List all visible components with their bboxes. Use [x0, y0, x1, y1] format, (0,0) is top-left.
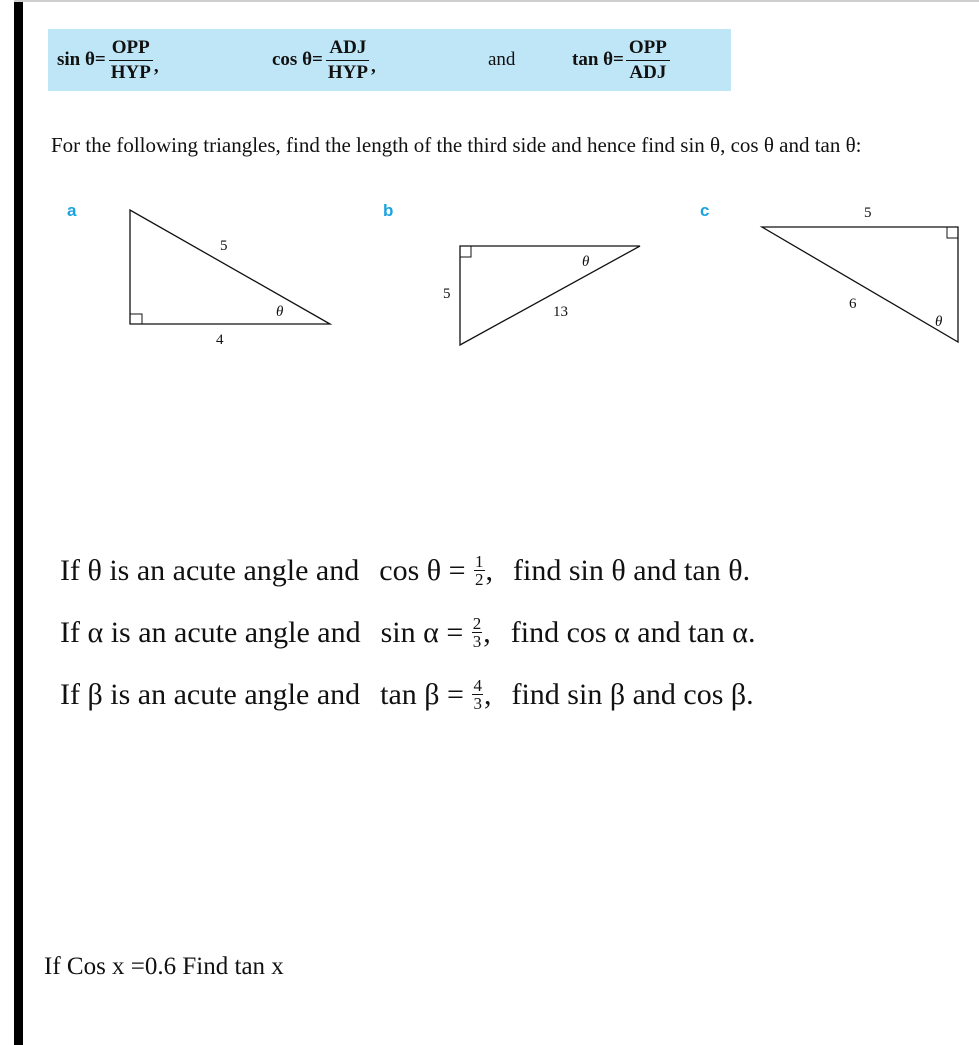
question-alpha-tail: find cos α and tan α.	[510, 615, 756, 649]
question-alpha-fraction	[472, 615, 483, 650]
question-theta: If θ is an acute angle and cos θ = $\frac{1}{2}$ , find sin θ and tan θ.	[60, 552, 751, 589]
sin-denominator: HYP	[110, 61, 151, 83]
triangle-c-hypotenuse-label: 6	[849, 296, 857, 312]
instructions-text: For the following triangles, find the length of the third side and hence find sin θ, cos θ and tan θ:	[51, 133, 862, 157]
part-a-label: a	[67, 201, 77, 220]
question-theta-fraction	[474, 553, 485, 588]
question-alpha-denominator: 3	[472, 632, 482, 651]
question-beta-lead: If β is an acute angle and	[60, 677, 361, 711]
question-alpha-expr: sin α =	[380, 615, 464, 649]
question-theta-denominator: 2	[475, 570, 484, 589]
part-c-label: c	[700, 201, 710, 220]
question-beta-expr: tan β =	[380, 677, 464, 711]
sin-fraction	[108, 38, 154, 83]
question-beta: If β is an acute angle and tan β = $\frac{4}{3}$ , find sin β and cos β.	[60, 676, 754, 713]
tan-denominator: ADJ	[629, 61, 667, 83]
sin-formula	[57, 29, 159, 91]
question-beta-numerator: 4	[473, 676, 482, 695]
cos-fraction	[325, 38, 371, 83]
question-theta-expr: cos θ =	[379, 553, 466, 587]
question-beta-tail: find sin β and cos β.	[511, 677, 754, 711]
question-theta-tail: find sin θ and tan θ.	[513, 553, 751, 587]
cos-comma: ,	[370, 56, 376, 77]
and-word: and	[488, 49, 516, 70]
triangle-b-angle-label: θ	[582, 254, 590, 270]
tan-numerator: OPP	[626, 38, 670, 61]
question-beta-denominator: 3	[473, 694, 482, 713]
cos-denominator: HYP	[327, 61, 368, 83]
question-alpha: If α is an acute angle and sin α = $\frac{2}{3}$ , find cos α and tan α.	[60, 614, 756, 651]
question-alpha-numerator: 2	[472, 614, 482, 633]
triangle-c-top-label: 5	[864, 205, 872, 221]
triangle-a-base-label: 4	[216, 332, 224, 348]
question-alpha-lead: If α is an acute angle and	[60, 615, 361, 649]
question-theta-numerator: 1	[475, 552, 484, 571]
cos-numerator: ADJ	[326, 38, 369, 61]
sin-lhs: sin θ=	[57, 49, 106, 70]
part-b-label: b	[383, 201, 394, 220]
trig-ratio-formula-box	[48, 29, 731, 91]
triangle-c-angle-label: θ	[935, 314, 943, 330]
cos-lhs: cos θ=	[272, 49, 323, 70]
tan-fraction	[626, 38, 670, 83]
left-margin-bar	[14, 0, 23, 1045]
tan-formula	[572, 29, 670, 91]
triangle-b-side-label: 5	[443, 286, 451, 302]
triangle-c-diagram	[750, 195, 970, 355]
triangle-a-diagram	[120, 195, 350, 360]
triangle-a-hypotenuse-label: 5	[220, 238, 228, 254]
tan-lhs: tan θ=	[572, 49, 624, 70]
question-theta-lead: If θ is an acute angle and	[60, 553, 360, 587]
triangle-a-angle-label: θ	[276, 304, 284, 320]
cos-formula	[272, 29, 376, 91]
final-question: If Cos x =0.6 Find tan x	[44, 953, 284, 980]
sin-numerator: OPP	[109, 38, 153, 61]
sin-comma: ,	[153, 56, 159, 77]
question-beta-fraction	[472, 677, 483, 712]
triangle-b-hypotenuse-label: 13	[553, 304, 568, 320]
triangle-b-diagram	[435, 195, 655, 355]
top-rule	[14, 0, 979, 2]
